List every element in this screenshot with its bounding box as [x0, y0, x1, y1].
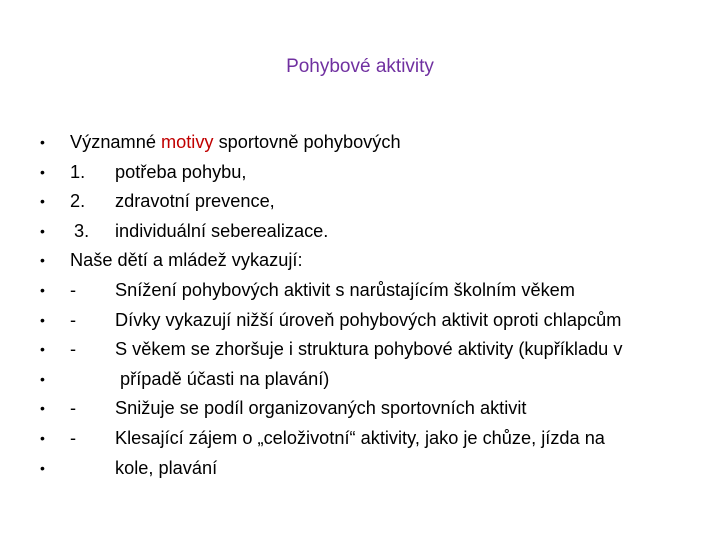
- list-item: [40, 188, 710, 218]
- list-item: [40, 277, 710, 307]
- bullet-icon: •: [40, 134, 45, 150]
- item-text: Klesající zájem o „celoživotní“ aktivity, jako je chůze, jízda na: [115, 427, 605, 448]
- bullet-icon: •: [40, 429, 45, 446]
- list-item: [40, 218, 710, 248]
- bullet-icon: •: [40, 163, 45, 180]
- bullet-icon: •: [40, 311, 45, 328]
- bullet-list: [40, 129, 710, 484]
- item-text: potřeba pohybu,: [115, 161, 247, 182]
- bullet-icon: •: [40, 370, 45, 387]
- item-number: 1.: [70, 161, 86, 182]
- bullet-icon: •: [40, 400, 45, 417]
- item-text: kole, plavání: [115, 457, 218, 478]
- list-item: [40, 129, 710, 159]
- item-text: individuální seberealizace.: [115, 220, 329, 241]
- list-item: [40, 247, 710, 277]
- list-item: [40, 336, 710, 366]
- dash-marker: -: [70, 398, 77, 419]
- bullet-icon: •: [40, 341, 45, 358]
- item-text: případě účasti na plavání): [115, 368, 330, 389]
- dash-marker: -: [70, 309, 77, 330]
- list-item: [40, 366, 710, 396]
- dash-marker: -: [70, 339, 77, 360]
- bullet-icon: •: [40, 193, 45, 210]
- dash-marker: -: [70, 427, 77, 448]
- item-number: 2.: [70, 191, 86, 212]
- bullet-icon: •: [40, 252, 45, 269]
- list-item: [40, 395, 710, 425]
- item-text: Snižuje se podíl organizovaných sportovních aktivit: [115, 398, 527, 419]
- item-text: Významné motivy sportovně pohybových: [70, 132, 401, 152]
- slide-title: Pohybové aktivity: [286, 56, 434, 77]
- list-item: [40, 159, 710, 189]
- item-text: zdravotní prevence,: [115, 191, 275, 212]
- item-text: Naše dětí a mládež vykazují:: [70, 250, 303, 271]
- bullet-icon: •: [40, 459, 45, 476]
- bullet-icon: •: [40, 281, 45, 298]
- item-number: 3.: [74, 220, 90, 241]
- list-item: [40, 455, 710, 485]
- item-text: Dívky vykazují nižší úroveň pohybových aktivit oproti chlapcům: [115, 309, 622, 330]
- list-item: [40, 307, 710, 337]
- highlighted-word: motivy: [160, 132, 214, 152]
- item-text: S věkem se zhoršuje i struktura pohybové aktivity (kupříkladu v: [115, 339, 623, 360]
- list-item: [40, 425, 710, 455]
- bullet-icon: •: [40, 222, 45, 239]
- item-text: Snížení pohybových aktivit s narůstajícím školním věkem: [115, 279, 575, 300]
- dash-marker: -: [70, 279, 77, 300]
